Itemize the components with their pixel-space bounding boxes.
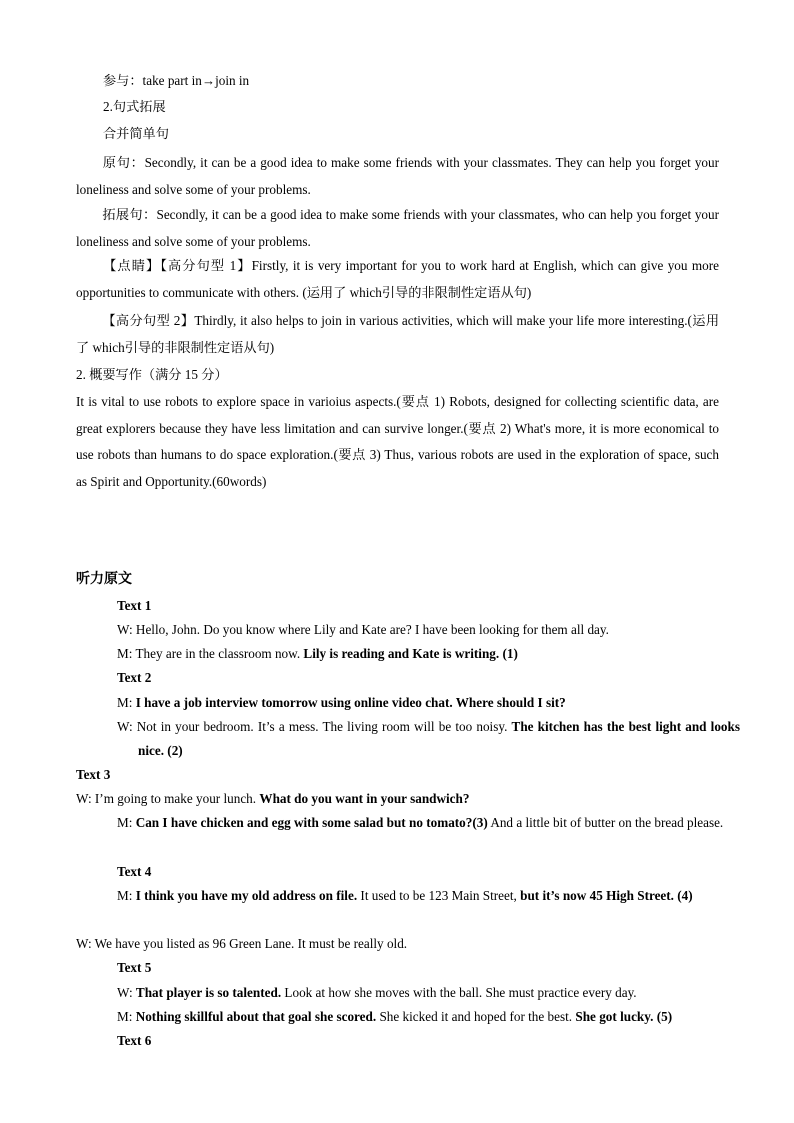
vocab-line: 参与：take part in→join in (103, 73, 250, 88)
highlight2-text: Thirdly, it also helps to join in various activities, which will make your life more interesting.(运用了 which引导的非限制性定语从句) (76, 313, 720, 355)
highlight-sentence-2 (76, 308, 719, 361)
text5-w-line (117, 984, 637, 1002)
text3-w-plain: W: I’m going to make your lunch. (76, 791, 260, 806)
highlight1-text: Firstly, it is very important for you to work hard at English, which can give you more opportunities to communicate with others. (运用了 which引导的非限制性定语从句) (76, 258, 719, 300)
original-text: Secondly, it can be a good idea to make some friends with your classmates. They can help you forget your loneliness and solve some of your problems. (76, 155, 720, 197)
text2-m-line (117, 694, 566, 712)
text3-m-line (117, 811, 740, 835)
text3-m-plain: And a little bit of butter on the bread please. (487, 815, 724, 830)
text1-m-line (117, 645, 518, 663)
text4-m-bold2: but it’s now 45 High Street. (4) (520, 888, 693, 903)
text3-w-line (76, 790, 469, 808)
highlight1-label: 【点睛】【高分句型 1】 (102, 258, 252, 273)
text2-title: Text 2 (117, 670, 152, 685)
text4-m-line (117, 884, 740, 908)
text5-w-prefix: W: (117, 985, 136, 1000)
highlight2-label: 【高分句型 2】 (102, 313, 195, 328)
summary-paragraph: It is vital to use robots to explore space in varioius aspects.(要点 1) Robots, designed for collecting scientific data, are great explorers because they have less limitation and can survive longer.(要点 2) What's more, it is more economical to use robots than humans to do space exploration.(要点 3) Thus, various robots are used in the exploration of space, such as Spirit and Opportunity.(60words) (76, 394, 719, 489)
expanded-sentence (76, 202, 719, 255)
text4-w-line: W: We have you listed as 96 Green Lane. It must be really old. (76, 936, 408, 951)
text2-m-bold: I have a job interview tomorrow using online video chat. Where should I sit? (135, 695, 566, 710)
text5-w-bold: That player is so talented. (135, 985, 282, 1000)
text4-m-plain: It used to be 123 Main Street, (357, 888, 521, 903)
text5-m-line (117, 1008, 672, 1026)
expanded-label: 拓展句： (102, 207, 157, 222)
text5-w-plain: Look at how she moves with the ball. She must practice every day. (281, 985, 637, 1000)
text2-m-prefix: M: (117, 695, 136, 710)
summary-heading: 2. 概要写作（满分 15 分） (76, 367, 228, 382)
original-sentence (76, 150, 719, 203)
highlight-sentence-1 (76, 253, 719, 306)
text5-m-plain: She kicked it and hoped for the best. (376, 1009, 576, 1024)
text3-w-bold: What do you want in your sandwich? (259, 791, 470, 806)
text2-w-line (117, 715, 740, 763)
text3-m-bold: Can I have chicken and egg with some salad but no tomato?(3) (135, 815, 488, 830)
text5-m-prefix: M: (117, 1009, 136, 1024)
original-label: 原句： (102, 155, 145, 170)
expanded-text: Secondly, it can be a good idea to make some friends with your classmates, who can help you forget your loneliness and solve some of your problems. (76, 207, 719, 249)
listening-heading: 听力原文 (76, 572, 132, 587)
text4-title: Text 4 (117, 864, 152, 879)
text2-w-bold: The kitchen has the best light and looks nice. (2) (138, 719, 740, 758)
text2-w-plain: W: Not in your bedroom. It’s a mess. The living room will be too noisy. (117, 719, 512, 734)
text1-title: Text 1 (117, 598, 152, 613)
text5-title: Text 5 (117, 960, 152, 975)
text4-m-prefix: M: (117, 888, 136, 903)
text4-m-bold1: I think you have my old address on file. (135, 888, 358, 903)
text1-m-plain: M: They are in the classroom now. (117, 646, 304, 661)
text5-m-bold2: She got lucky. (5) (575, 1009, 673, 1024)
section-heading-expand: 2.句式拓展 (103, 99, 166, 114)
section-heading-merge: 合并简单句 (103, 126, 169, 141)
text3-m-prefix: M: (117, 815, 136, 830)
text3-title: Text 3 (76, 767, 111, 782)
text5-m-bold1: Nothing skillful about that goal she scored. (135, 1009, 377, 1024)
text6-title: Text 6 (117, 1033, 152, 1048)
text1-m-bold: Lily is reading and Kate is writing. (1) (303, 646, 518, 661)
text1-w-line: W: Hello, John. Do you know where Lily and Kate are? I have been looking for them all day. (117, 622, 609, 637)
